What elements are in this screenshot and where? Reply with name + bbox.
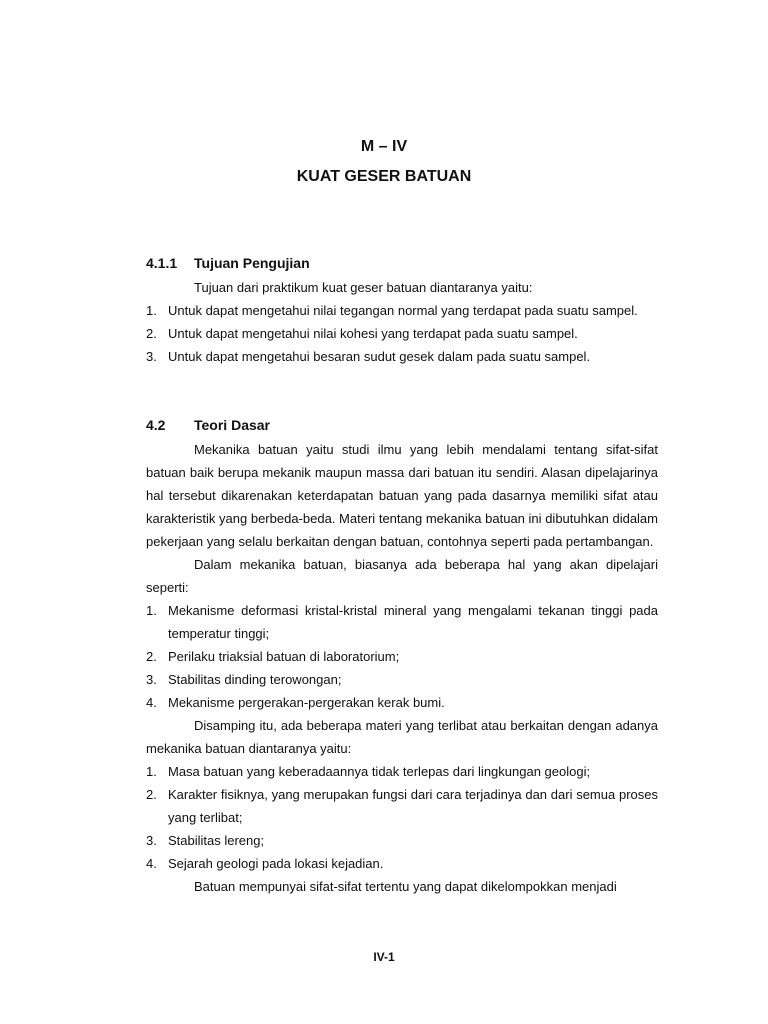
list-item (146, 691, 658, 714)
list-text: Stabilitas dinding terowongan; (168, 672, 342, 687)
section-number: 4.1.1 (146, 255, 178, 271)
paragraph: Mekanika batuan yaitu studi ilmu yang lebih mendalami tentang sifat-sifat batuan baik berupa mekanik maupun massa dari batuan itu sendiri. Alasan dipelajarinya hal tersebut dikarenakan keterdapatan batuan yang pada dasarnya memiliki sifat atau karakteristik yang berbeda-beda. Materi tentang mekanika batuan ini dibutuhkan didalam pekerjaan yang selalu berkaitan dengan batuan, contohnya seperti pada pertambangan. (146, 442, 658, 549)
section-title: Tujuan Pengujian (194, 255, 310, 271)
list-number: 4. (146, 695, 157, 710)
paragraph: Batuan mempunyai sifat-sifat tertentu yang dapat dikelompokkan menjadi (194, 879, 617, 894)
paragraph: Disamping itu, ada beberapa materi yang terlibat atau berkaitan dengan adanya mekanika batuan diantaranya yaitu: (146, 718, 658, 756)
list-number: 1. (146, 603, 157, 618)
list-text: Karakter fisiknya, yang merupakan fungsi dari cara terjadinya dan dari semua proses yang terlibat; (168, 787, 658, 825)
list-number: 3. (146, 672, 157, 687)
list-number: 3. (146, 833, 157, 848)
list-item (146, 299, 658, 322)
chapter-code: M – IV (360, 138, 408, 155)
list-text: Untuk dapat mengetahui nilai tegangan normal yang terdapat pada suatu sampel. (168, 303, 638, 318)
section-heading-teori (146, 417, 270, 433)
chapter-title: KUAT GESER BATUAN (296, 168, 472, 185)
section-title: Teori Dasar (194, 417, 270, 433)
list-text: Mekanisme deformasi kristal-kristal mineral yang mengalami tekanan tinggi pada temperatur tinggi; (168, 603, 658, 641)
list-number: 1. (146, 764, 157, 779)
list-text: Mekanisme pergerakan-pergerakan kerak bumi. (168, 695, 445, 710)
section-body-tujuan (146, 276, 658, 368)
list-text: Untuk dapat mengetahui nilai kohesi yang terdapat pada suatu sampel. (168, 326, 578, 341)
list-item (146, 645, 658, 668)
list-text: Perilaku triaksial batuan di laboratorium; (168, 649, 400, 664)
list-item (146, 829, 658, 852)
list-text: Sejarah geologi pada lokasi kejadian. (168, 856, 384, 871)
section-heading-tujuan (146, 255, 310, 271)
list-number: 2. (146, 787, 157, 802)
list-number: 2. (146, 326, 157, 341)
list-item (146, 322, 658, 345)
list-item (146, 345, 658, 368)
list-text: Untuk dapat mengetahui besaran sudut gesek dalam pada suatu sampel. (168, 349, 591, 364)
list-number: 3. (146, 349, 157, 364)
materials-list (146, 760, 658, 875)
intro-paragraph: Tujuan dari praktikum kuat geser batuan diantaranya yaitu: (194, 280, 533, 295)
objectives-list (146, 299, 658, 368)
topics-list (146, 599, 658, 714)
list-text: Masa batuan yang keberadaannya tidak terlepas dari lingkungan geologi; (168, 764, 591, 779)
list-number: 1. (146, 303, 157, 318)
section-number: 4.2 (146, 417, 166, 433)
list-item (146, 852, 658, 875)
list-item (146, 599, 658, 645)
section-body-teori (146, 438, 658, 898)
list-number: 2. (146, 649, 157, 664)
list-item (146, 668, 658, 691)
page-number: IV-1 (373, 950, 395, 964)
paragraph: Dalam mekanika batuan, biasanya ada beberapa hal yang akan dipelajari seperti: (146, 557, 658, 595)
list-text: Stabilitas lereng; (168, 833, 265, 848)
list-item (146, 783, 658, 829)
list-number: 4. (146, 856, 157, 871)
list-item (146, 760, 658, 783)
